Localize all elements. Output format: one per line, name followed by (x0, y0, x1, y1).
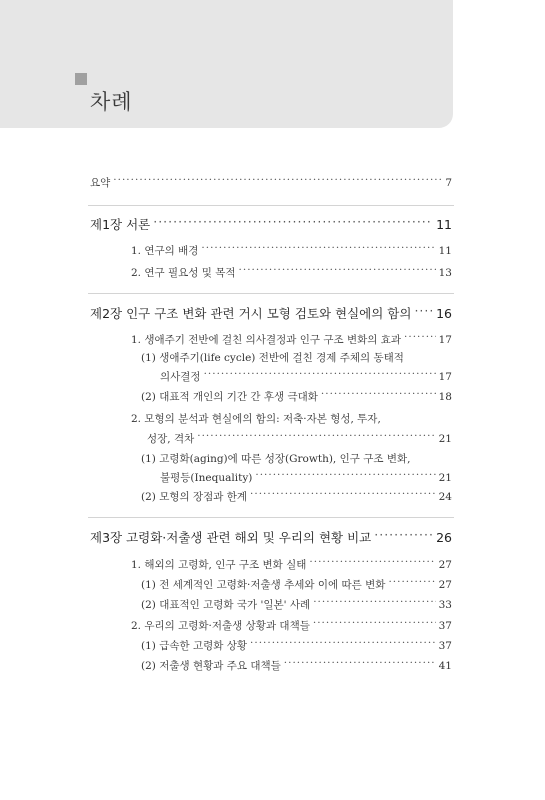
dot-leader (250, 490, 436, 501)
toc-entry-2-1-2[interactable]: (2) 대표적 개인의 기간 간 후생 극대화 ····· 18 (141, 389, 452, 404)
toc-entry-2-2-1[interactable]: 불평등(Inequality) ····· 21 (160, 470, 452, 485)
dot-leader (113, 176, 442, 187)
toc-entry-2-1-1-line1[interactable]: (1) 생애주기(life cycle) 전반에 걸친 경제 주체의 동태적 (141, 352, 404, 364)
section-divider (88, 517, 454, 518)
toc-entry-summary[interactable]: 요약 ····· 7 (90, 175, 452, 190)
toc-entry-chapter-2[interactable]: 제2장 인구 구조 변화 관련 거시 모형 검토와 현실에의 함의 ····· 16 (90, 304, 452, 322)
toc-entry-2-2-1-line1[interactable]: (1) 고령화(aging)에 따른 성장(Growth), 인구 구조 변화, (141, 453, 411, 465)
toc-entry-3-2-2[interactable]: (2) 저출생 현황과 주요 대책들 ····· 41 (141, 658, 452, 673)
section-divider (88, 205, 454, 206)
toc-entry-3-2-1[interactable]: (1) 급속한 고령화 상황 ····· 37 (141, 638, 452, 653)
dot-leader (309, 558, 435, 569)
toc-entry-2-2-line1[interactable]: 2. 모형의 분석과 현실에의 함의: 저축·자본 형성, 투자, (131, 413, 381, 425)
dot-leader (388, 578, 435, 589)
dot-leader (414, 306, 433, 319)
toc-entry-2-2-2[interactable]: (2) 모형의 장점과 한계 ····· 24 (141, 489, 452, 504)
dot-leader (250, 639, 436, 650)
dot-leader (197, 432, 435, 443)
dot-leader (201, 244, 435, 255)
toc-entry-chapter-3[interactable]: 제3장 고령화·저출생 관련 해외 및 우리의 현황 비교 ····· 26 (90, 528, 452, 546)
dot-leader (313, 598, 435, 609)
toc-entry-3-1-1[interactable]: (1) 전 세계적인 고령화·저출생 추세와 이에 따른 변화 ····· 27 (141, 577, 452, 592)
dot-leader (404, 333, 436, 344)
section-divider (88, 293, 454, 294)
toc-entry-1-2[interactable]: 2. 연구 필요성 및 목적 ····· 13 (131, 265, 452, 280)
dot-leader (239, 266, 436, 277)
dot-leader (313, 619, 436, 630)
toc-entry-2-2[interactable]: 성장, 격차 ····· 21 (147, 431, 452, 446)
dot-leader (321, 390, 436, 401)
page-title: 차례 (90, 90, 133, 114)
dot-leader (374, 530, 433, 543)
dot-leader (204, 370, 436, 381)
dot-leader (153, 217, 433, 230)
toc-entry-3-1-2[interactable]: (2) 대표적인 고령화 국가 '일본' 사례 ····· 33 (141, 597, 452, 612)
toc-entry-chapter-1[interactable]: 제1장 서론 ····· 11 (90, 215, 452, 233)
dot-leader (284, 659, 436, 670)
toc-entry-3-2[interactable]: 2. 우리의 고령화·저출생 상황과 대책들 ····· 37 (131, 618, 452, 633)
dot-leader (255, 471, 435, 482)
toc-entry-2-1-1[interactable]: 의사결정 ····· 17 (160, 369, 452, 384)
toc-entry-2-1[interactable]: 1. 생애주기 전반에 걸친 의사결정과 인구 구조 변화의 효과 ····· 17 (131, 332, 452, 347)
toc-entry-1-1[interactable]: 1. 연구의 배경 ····· 11 (131, 243, 452, 258)
toc-entry-3-1[interactable]: 1. 해외의 고령화, 인구 구조 변화 실태 ····· 27 (131, 557, 452, 572)
